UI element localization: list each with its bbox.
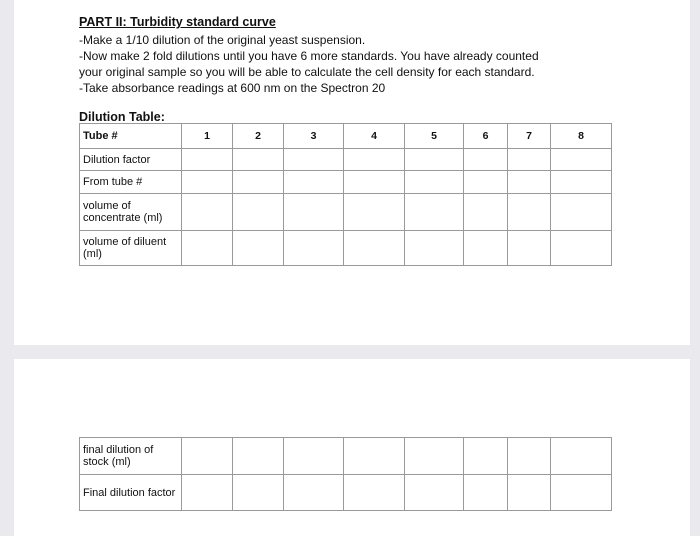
table-cell[interactable] xyxy=(182,149,233,171)
tube-2-header: 2 xyxy=(233,124,284,149)
table-row xyxy=(80,149,612,171)
row-label-volume-diluent: volume of diluent (ml) xyxy=(80,231,182,266)
dilution-table-title: Dilution Table: xyxy=(79,110,165,124)
part2-heading: PART II: Turbidity standard curve xyxy=(79,15,276,29)
row-label-dilution-factor: Dilution factor xyxy=(80,149,182,171)
row-label-from-tube: From tube # xyxy=(80,171,182,194)
tube-3-header: 3 xyxy=(284,124,344,149)
table-cell[interactable] xyxy=(508,475,551,511)
table-cell[interactable] xyxy=(344,475,405,511)
row-label-final-dilution-stock: final dilution of stock (ml) xyxy=(80,438,182,475)
table-cell[interactable] xyxy=(405,171,464,194)
table-cell[interactable] xyxy=(182,475,233,511)
table-cell[interactable] xyxy=(284,149,344,171)
row-label-volume-concentrate: volume of concentrate (ml) xyxy=(80,194,182,231)
table-cell[interactable] xyxy=(284,171,344,194)
table-row xyxy=(80,438,612,475)
table-cell[interactable] xyxy=(344,438,405,475)
table-cell[interactable] xyxy=(344,231,405,266)
instruction-line-2: -Now make 2 fold dilutions until you have 6 more standards. You have already counted xyxy=(79,49,539,63)
table-cell[interactable] xyxy=(405,194,464,231)
table-cell[interactable] xyxy=(233,475,284,511)
table-cell[interactable] xyxy=(464,149,508,171)
table-cell[interactable] xyxy=(405,438,464,475)
table-cell[interactable] xyxy=(508,231,551,266)
table-row xyxy=(80,194,612,231)
table-cell[interactable] xyxy=(464,194,508,231)
table-cell[interactable] xyxy=(284,194,344,231)
table-cell[interactable] xyxy=(182,231,233,266)
table-cell[interactable] xyxy=(182,194,233,231)
tube-number-header: Tube # xyxy=(80,124,182,149)
tube-7-header: 7 xyxy=(508,124,551,149)
table-cell[interactable] xyxy=(551,438,612,475)
table-cell[interactable] xyxy=(464,475,508,511)
table-cell[interactable] xyxy=(233,231,284,266)
tube-5-header: 5 xyxy=(405,124,464,149)
table-cell[interactable] xyxy=(233,438,284,475)
table-row-header xyxy=(80,124,612,149)
table-cell[interactable] xyxy=(464,438,508,475)
dilution-table xyxy=(79,123,612,266)
tube-4-header: 4 xyxy=(344,124,405,149)
table-cell[interactable] xyxy=(405,231,464,266)
table-cell[interactable] xyxy=(182,171,233,194)
table-cell[interactable] xyxy=(233,149,284,171)
row-label-final-dilution-factor: Final dilution factor xyxy=(80,475,182,511)
table-cell[interactable] xyxy=(284,475,344,511)
table-cell[interactable] xyxy=(464,171,508,194)
table-row xyxy=(80,475,612,511)
table-row xyxy=(80,231,612,266)
table-cell[interactable] xyxy=(551,149,612,171)
table-cell[interactable] xyxy=(508,171,551,194)
table-cell[interactable] xyxy=(182,438,233,475)
table-cell[interactable] xyxy=(551,231,612,266)
table-cell[interactable] xyxy=(551,171,612,194)
table-cell[interactable] xyxy=(284,438,344,475)
table-cell[interactable] xyxy=(508,194,551,231)
table-cell[interactable] xyxy=(344,149,405,171)
table-cell[interactable] xyxy=(284,231,344,266)
instruction-line-4: -Take absorbance readings at 600 nm on the Spectron 20 xyxy=(79,81,386,95)
tube-8-header: 8 xyxy=(551,124,612,149)
table-cell[interactable] xyxy=(508,438,551,475)
table-cell[interactable] xyxy=(233,194,284,231)
table-cell[interactable] xyxy=(233,171,284,194)
table-cell[interactable] xyxy=(508,149,551,171)
table-row xyxy=(80,171,612,194)
table-cell[interactable] xyxy=(464,231,508,266)
final-dilution-table xyxy=(79,437,612,511)
table-cell[interactable] xyxy=(344,194,405,231)
instruction-line-3: your original sample so you will be able to calculate the cell density for each standard. xyxy=(79,65,535,79)
table-cell[interactable] xyxy=(551,475,612,511)
tube-1-header: 1 xyxy=(182,124,233,149)
table-cell[interactable] xyxy=(344,171,405,194)
table-cell[interactable] xyxy=(405,475,464,511)
instruction-line-1: -Make a 1/10 dilution of the original yeast suspension. xyxy=(79,33,366,47)
table-cell[interactable] xyxy=(551,194,612,231)
table-cell[interactable] xyxy=(405,149,464,171)
tube-6-header: 6 xyxy=(464,124,508,149)
